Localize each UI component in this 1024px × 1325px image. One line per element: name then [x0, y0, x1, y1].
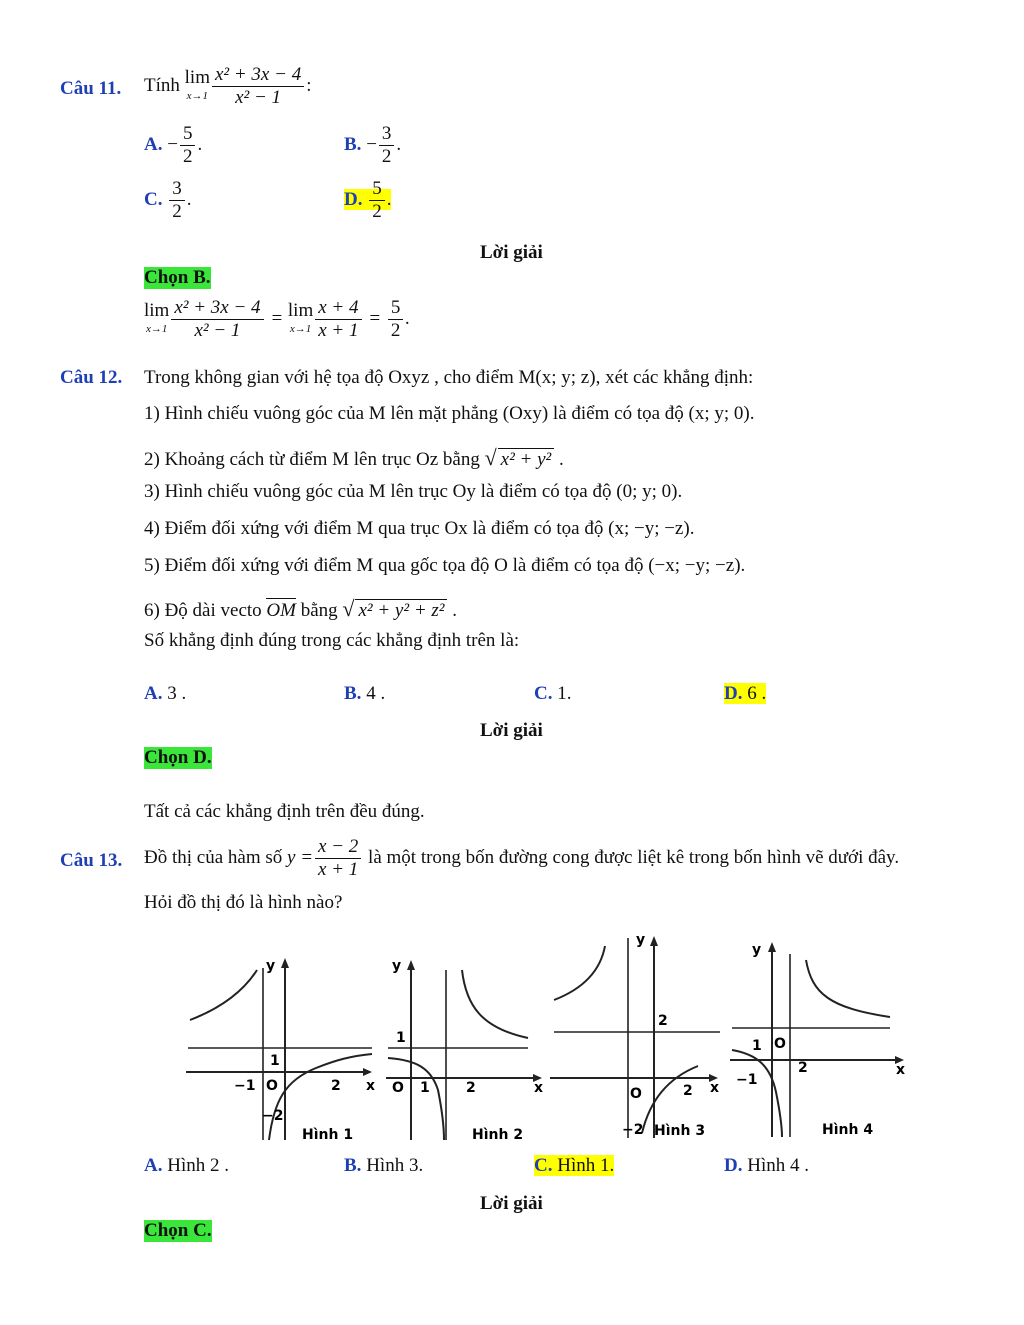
work-den-3: 2 — [390, 320, 401, 341]
q12-explanation: Tất cả các khẳng định trên đều đúng. — [144, 801, 425, 822]
q13-stem-suffix: là một trong bốn đường cong được liệt kê trong bốn hình vẽ dưới đây. — [368, 846, 900, 868]
work-lim-2: lim x→1 — [287, 299, 314, 335]
option-label: B. — [344, 1155, 362, 1176]
q11-answer: Chọn B. — [144, 267, 211, 288]
option-value: 6 . — [747, 683, 767, 704]
q12-statement-6: 6) Độ dài vecto OM bằng √ x² + y² + z² . — [144, 596, 457, 621]
q12-option-a[interactable] — [144, 683, 186, 705]
q11-number: Câu 11. — [60, 78, 122, 99]
curve-right — [806, 960, 890, 1017]
work-num-3: 5 — [388, 297, 404, 320]
option-den: 2 — [381, 146, 392, 167]
y-label: y — [392, 958, 402, 974]
figure-1 — [186, 950, 376, 1145]
option-value: Hình 2 . — [167, 1155, 229, 1176]
sqrt-sign: √ — [484, 445, 497, 470]
tick-label: 1 — [396, 1030, 406, 1046]
figure-caption: Hình 3 — [654, 1123, 706, 1139]
q12-statement-5: 5) Điểm đối xứng với điểm M qua gốc tọa độ O là điểm có tọa độ (−x; −y; −z). — [144, 555, 746, 576]
q11-option-a[interactable]: A. − $\frac{5}{2}$ . — [144, 123, 203, 167]
option-fraction — [180, 123, 196, 168]
figure-caption: Hình 2 — [472, 1127, 524, 1143]
option-value: 3 . — [167, 683, 187, 704]
q13-answer: Chọn C. — [144, 1220, 212, 1241]
figure-4 — [730, 932, 910, 1142]
y-arrow-icon — [768, 942, 776, 952]
option-num: 3 — [379, 123, 395, 146]
x-arrow-icon — [363, 1068, 372, 1076]
work-num-2: x + 4 — [315, 297, 361, 320]
q11-numerator: x² + 3x − 4 — [212, 64, 304, 87]
q12-stem: Trong không gian với hệ tọa độ Oxyz , cho điểm M(x; y; z), xét các khẳng định: — [144, 367, 754, 388]
option-label: C. — [144, 188, 163, 210]
lim-word: lim — [184, 66, 210, 88]
func-den: x + 1 — [318, 859, 359, 880]
q11-option-b[interactable]: B. − $\frac{3}{2}$ . — [344, 123, 402, 167]
q11-stem — [144, 64, 311, 109]
x-label: x — [366, 1078, 376, 1094]
tick-label: −1 — [234, 1078, 256, 1094]
tick-label: 1 — [270, 1053, 280, 1069]
q12-solution-heading: Lời giải — [480, 720, 543, 741]
sqrt-content: x² + y² + z² — [355, 599, 447, 622]
sqrt-content: x² + y² — [498, 448, 555, 471]
tick-label: −2 — [622, 1122, 644, 1138]
option-fraction — [379, 123, 395, 168]
option-num: 3 — [169, 178, 185, 201]
q11-option-d[interactable]: D. $\frac{5}{2}$ . — [344, 178, 392, 222]
option-sign: − — [167, 133, 178, 155]
q13-solution-heading: Lời giải — [480, 1193, 543, 1214]
q11-option-c[interactable]: C. $\frac{3}{2}$ . — [144, 178, 192, 222]
x-label: x — [710, 1080, 720, 1096]
y-arrow-icon — [407, 960, 415, 970]
q11-fraction — [212, 64, 304, 109]
x-label: x — [896, 1062, 906, 1078]
option-label: B. — [344, 683, 362, 704]
func-fraction — [315, 836, 361, 881]
work-frac-3 — [388, 297, 404, 342]
tick-label: 2 — [683, 1083, 693, 1099]
x-label: x — [534, 1080, 544, 1096]
q13-number: Câu 13. — [60, 850, 123, 871]
q12-option-b[interactable] — [344, 683, 385, 705]
tick-label: 1 — [752, 1038, 762, 1054]
option-label: D. — [724, 683, 743, 704]
option-value: Hình 4 . — [747, 1155, 809, 1176]
work-num-1: x² + 3x − 4 — [171, 297, 263, 320]
q11-stem-suffix: : — [306, 74, 312, 96]
work-lim-1: lim x→1 — [144, 299, 170, 335]
statement-text: 6) Độ dài vecto — [144, 600, 262, 621]
tick-label: 2 — [798, 1060, 808, 1076]
tick-label: O — [392, 1080, 404, 1096]
tick-label: 2 — [331, 1078, 341, 1094]
q13-stem-line2: Hỏi đồ thị đó là hình nào? — [144, 892, 343, 913]
figure-3 — [550, 928, 730, 1143]
q11-work: lim x→1 $\frac{\text{x² + 3x − 4}}{\text{x² − 1}}$ = lim x→1 $\frac{x + 4}{x + 1}$ = $\frac{5}{2}$ . — [144, 297, 411, 341]
option-den: 2 — [372, 201, 382, 222]
q11-solution-heading: Lời giải — [480, 242, 543, 263]
option-num: 5 — [180, 123, 196, 146]
q12-statement-4: 4) Điểm đối xứng với điểm M qua trục Ox là điểm có tọa độ (x; −y; −z). — [144, 518, 695, 539]
work-den-2: x + 1 — [318, 320, 359, 341]
work-frac-1 — [171, 297, 263, 342]
option-label: C. — [534, 683, 553, 704]
tick-label: 2 — [466, 1080, 476, 1096]
statement-mid: bằng — [300, 600, 338, 621]
curve-left — [732, 1050, 782, 1137]
q11-stem-prefix: Tính — [144, 74, 180, 96]
q13-option-d[interactable] — [724, 1155, 809, 1177]
sqrt-sign: √ — [342, 596, 355, 621]
curve-left — [388, 1058, 444, 1140]
figure-caption: Hình 4 — [822, 1122, 874, 1138]
y-label: y — [636, 932, 646, 948]
option-den: 2 — [182, 146, 193, 167]
option-value: 1. — [557, 683, 572, 704]
y-arrow-icon — [281, 958, 289, 968]
figure-caption: Hình 1 — [302, 1127, 354, 1143]
q13-option-c[interactable] — [534, 1155, 614, 1177]
option-label: D. — [344, 188, 363, 210]
q12-statement-1: 1) Hình chiếu vuông góc của M lên mặt phẳng (Oxy) là điểm có tọa độ (x; y; 0). — [144, 403, 755, 424]
q13-stem — [144, 836, 899, 881]
tick-label: O — [774, 1036, 786, 1052]
tick-label: 2 — [658, 1013, 668, 1029]
option-value: Hình 1. — [557, 1155, 615, 1176]
option-fraction — [369, 178, 385, 223]
q12-statement-3: 3) Hình chiếu vuông góc của M lên trục Oy là điểm có tọa độ (0; y; 0). — [144, 481, 683, 502]
q12-option-c[interactable] — [534, 683, 571, 705]
y-arrow-icon — [650, 936, 658, 946]
option-label: A. — [144, 683, 163, 704]
q12-statement-2: 2) Khoảng cách từ điểm M lên trục Oz bằng √ x² + y² . — [144, 445, 564, 470]
q12-option-d[interactable] — [724, 683, 766, 705]
tick-label: O — [266, 1078, 278, 1094]
option-value: Hình 3. — [366, 1155, 424, 1176]
tick-label: 1 — [420, 1080, 430, 1096]
work-den-1: x² − 1 — [194, 320, 241, 341]
figure-2 — [386, 950, 546, 1145]
vector-om: OM — [266, 600, 296, 621]
option-sign: − — [366, 133, 377, 155]
lim-sub: x→1 — [186, 89, 208, 102]
curve-left — [190, 970, 257, 1020]
q12-question: Số khẳng định đúng trong các khẳng định trên là: — [144, 630, 520, 651]
y-label: y — [752, 942, 762, 958]
option-label: B. — [344, 133, 362, 155]
q12-answer: Chọn D. — [144, 747, 212, 768]
tick-label: O — [630, 1086, 642, 1102]
work-frac-2 — [315, 297, 361, 342]
tick-label: −2 — [262, 1108, 284, 1124]
y-label: y — [266, 958, 276, 974]
q11-denominator: x² − 1 — [235, 87, 282, 108]
curve-left — [554, 946, 605, 1000]
option-label: C. — [534, 1155, 553, 1176]
func-y: y = — [287, 846, 314, 868]
option-label: D. — [724, 1155, 743, 1176]
curve-right — [462, 970, 528, 1038]
statement-text: 2) Khoảng cách từ điểm M lên trục Oz bằng — [144, 449, 480, 470]
func-num: x − 2 — [315, 836, 361, 859]
q13-option-a[interactable] — [144, 1155, 229, 1177]
q12-number: Câu 12. — [60, 367, 123, 388]
option-label: A. — [144, 133, 163, 155]
q13-option-b[interactable] — [344, 1155, 423, 1177]
option-fraction — [169, 178, 185, 223]
option-den: 2 — [172, 201, 182, 222]
option-value: 4 . — [366, 683, 386, 704]
tick-label: −1 — [736, 1072, 758, 1088]
option-num: 5 — [369, 178, 385, 201]
q13-stem-prefix: Đồ thị của hàm số — [144, 846, 283, 868]
q11-lim — [184, 66, 210, 105]
option-label: A. — [144, 1155, 163, 1176]
